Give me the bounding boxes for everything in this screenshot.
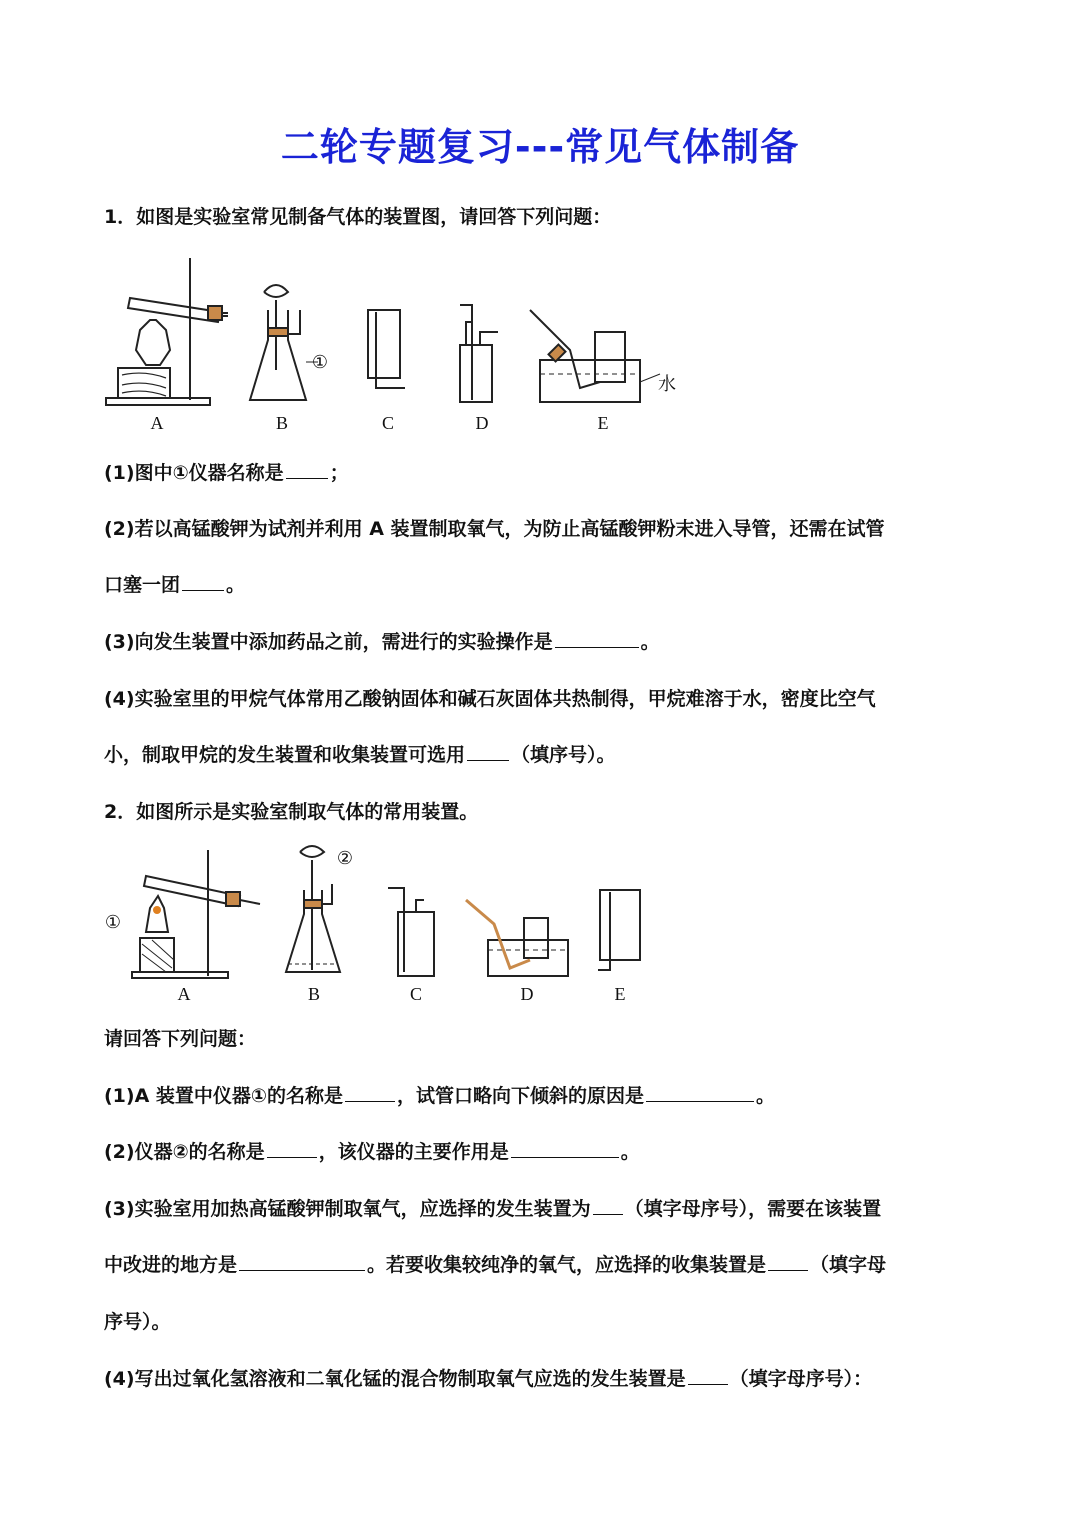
q1-part-3: (3)向发生装置中添加药品之前，需进行的实验操作是 。 (104, 627, 984, 657)
q2-intro: 请回答下列问题： (104, 1028, 257, 1050)
q1-part-4-line-2: 小，制取甲烷的发生装置和收集装置可选用 （填序号）。 (104, 740, 984, 770)
figure-1 (100, 250, 700, 433)
figure-2-label-d: D (520, 984, 534, 1004)
figure-2-apparatus (100, 840, 660, 990)
figure-2-label-e: E (614, 984, 626, 1004)
figure-1-apparatus (100, 250, 700, 415)
figure-2-circle-1: ① (104, 912, 122, 932)
figure-1-label-e: E (597, 413, 609, 433)
q2-part-3-line-2: 中改进的地方是 。若要收集较纯净的氧气，应选择的收集装置是 （填字母 (104, 1250, 984, 1280)
question-1-stem: 1．如图是实验室常见制备气体的装置图，请回答下列问题： (104, 206, 612, 228)
q2-part-2: (2)仪器②的名称是 ，该仪器的主要作用是 。 (104, 1137, 984, 1167)
figure-2-label-a: A (177, 984, 191, 1004)
figure-2-circle-2: ② (336, 848, 354, 868)
figure-1-water-label: 水 (658, 374, 676, 394)
q2-part-3-line-1: (3)实验室用加热高锰酸钾制取氧气，应选择的发生装置为 （填字母序号），需要在该装置 (104, 1194, 984, 1224)
figure-1-circle-1: ① (311, 352, 329, 372)
figure-1-label-b: B (275, 413, 288, 433)
q2-part-4: (4)写出过氧化氢溶液和二氧化锰的混合物制取氧气应选的发生装置是 （填字母序号）： (104, 1364, 984, 1394)
question-2-stem: 2．如图所示是实验室制取气体的常用装置。 (104, 801, 479, 823)
figure-2-label-c: C (409, 984, 422, 1004)
figure-1-label-d: D (475, 413, 489, 433)
q2-part-3-line-3: 序号）。 (104, 1311, 171, 1333)
q1-part-4-line-1: (4)实验室里的甲烷气体常用乙酸钠固体和碱石灰固体共热制得，甲烷难溶于水，密度比空气 (104, 688, 876, 710)
figure-2-label-b: B (307, 984, 320, 1004)
figure-1-label-c: C (381, 413, 394, 433)
page-title: 二轮专题复习---常见气体制备 (280, 125, 800, 169)
q1-part-2-line-2: 口塞一团 。 (104, 570, 984, 600)
q1-part-2-line-1: (2)若以高锰酸钾为试剂并利用 A 装置制取氧气，为防止高锰酸钾粉末进入导管，还需在试管 (104, 518, 885, 540)
figure-1-label-a: A (150, 413, 164, 433)
figure-2 (100, 840, 660, 1004)
q1-part-1: (1)图中①仪器名称是 ； (104, 458, 984, 488)
q2-part-1: (1)A 装置中仪器①的名称是 ，试管口略向下倾斜的原因是 。 (104, 1081, 984, 1111)
